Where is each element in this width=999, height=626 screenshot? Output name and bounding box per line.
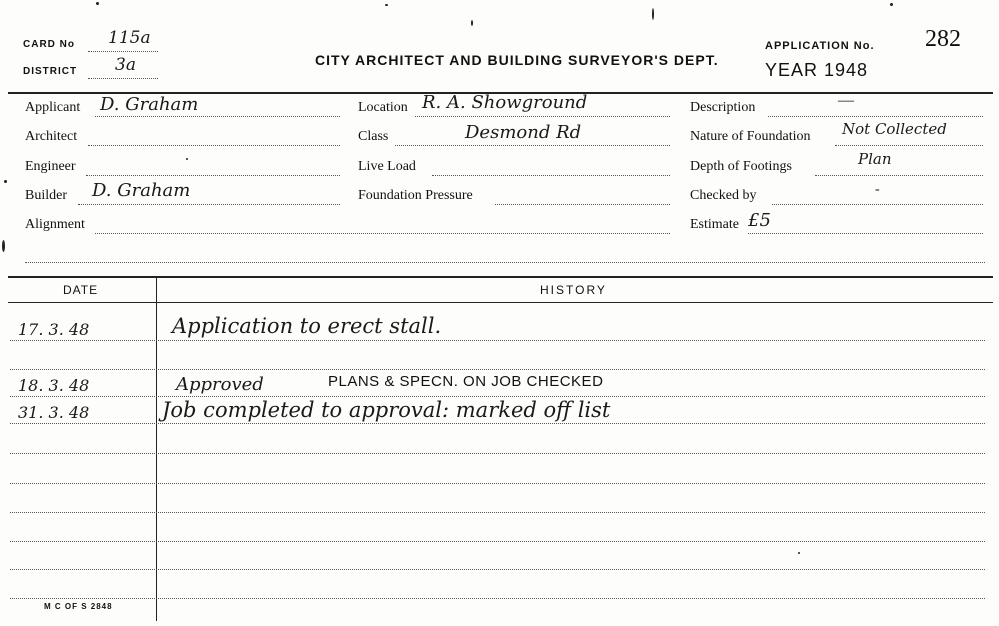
depth-label: Depth of Footings (690, 159, 792, 174)
history-entry-1: Application to erect stall. (172, 314, 442, 338)
district-label: DISTRICT (23, 66, 78, 77)
foundation-pressure-line (495, 204, 670, 205)
checked-value: - (875, 182, 880, 197)
scan-speck (652, 8, 654, 20)
builder-label: Builder (25, 188, 67, 203)
rule-3 (10, 396, 985, 397)
card-no-value: 115a (108, 28, 151, 48)
rule-1 (10, 340, 985, 341)
scan-speck (96, 2, 99, 5)
alignment-line (95, 233, 670, 234)
scan-speck (186, 158, 188, 160)
application-no-label: APPLICATION No. (765, 40, 875, 52)
card-no-label: CARD No (23, 39, 75, 50)
applicant-line (95, 116, 340, 117)
foundation-pressure-label: Foundation Pressure (358, 188, 473, 203)
rule-7 (10, 512, 985, 513)
scan-speck (471, 20, 473, 26)
nature-label: Nature of Foundation (690, 129, 811, 144)
district-value: 3a (115, 55, 136, 75)
blank-line (25, 262, 985, 263)
estimate-value: £5 (748, 210, 771, 231)
approval-stamp: PLANS & SPECN. ON JOB CHECKED (328, 373, 604, 390)
rule-5 (10, 453, 985, 454)
alignment-label: Alignment (25, 217, 85, 232)
district-underline (88, 78, 158, 79)
architect-line (88, 145, 340, 146)
form-code: M C OF S 2848 (44, 602, 113, 611)
scan-speck (2, 240, 5, 252)
location-value: R. A. Showground (422, 92, 588, 113)
department-title: CITY ARCHITECT AND BUILDING SURVEYOR'S DEPT. (315, 52, 719, 68)
scan-speck (4, 180, 7, 183)
applicant-value: D. Graham (100, 94, 199, 115)
history-entry-2: Approved (176, 374, 264, 395)
history-date-3: 31. 3. 48 (18, 403, 90, 422)
scan-speck (890, 3, 893, 6)
estimate-label: Estimate (690, 217, 739, 232)
builder-value: D. Graham (92, 180, 191, 201)
live-load-line (432, 175, 670, 176)
date-header: DATE (63, 283, 99, 297)
location-label: Location (358, 100, 408, 115)
scan-speck (385, 4, 388, 6)
live-load-label: Live Load (358, 159, 416, 174)
history-date-2: 18. 3. 48 (18, 376, 90, 395)
history-header: HISTORY (540, 283, 607, 297)
class-label: Class (358, 129, 389, 144)
location-line (415, 116, 670, 117)
rule-2 (10, 369, 985, 370)
history-entry-3: Job completed to approval: marked off list (162, 398, 611, 422)
architect-label: Architect (25, 129, 78, 144)
engineer-line (86, 175, 340, 176)
class-line (395, 145, 670, 146)
checked-line (772, 204, 983, 205)
history-date-1: 17. 3. 48 (18, 320, 90, 339)
rule-9 (10, 569, 985, 570)
applicant-label: Applicant (25, 100, 81, 115)
estimate-line (748, 233, 983, 234)
description-value: — (838, 92, 854, 109)
rule-6 (10, 483, 985, 484)
nature-value: Not Collected (842, 120, 947, 138)
description-line (768, 116, 983, 117)
depth-line (815, 175, 983, 176)
checked-label: Checked by (690, 188, 757, 203)
nature-line (835, 145, 983, 146)
application-no-value: 282 (925, 26, 961, 52)
builder-line (78, 204, 340, 205)
description-label: Description (690, 100, 756, 115)
card-no-underline (88, 51, 158, 52)
depth-value: Plan (858, 150, 892, 168)
scan-speck (798, 552, 800, 554)
engineer-label: Engineer (25, 159, 76, 174)
rule-4 (10, 423, 985, 424)
rule-10 (10, 598, 985, 599)
class-value: Desmond Rd (465, 122, 582, 143)
rule-8 (10, 541, 985, 542)
year-label: YEAR 1948 (765, 60, 869, 80)
